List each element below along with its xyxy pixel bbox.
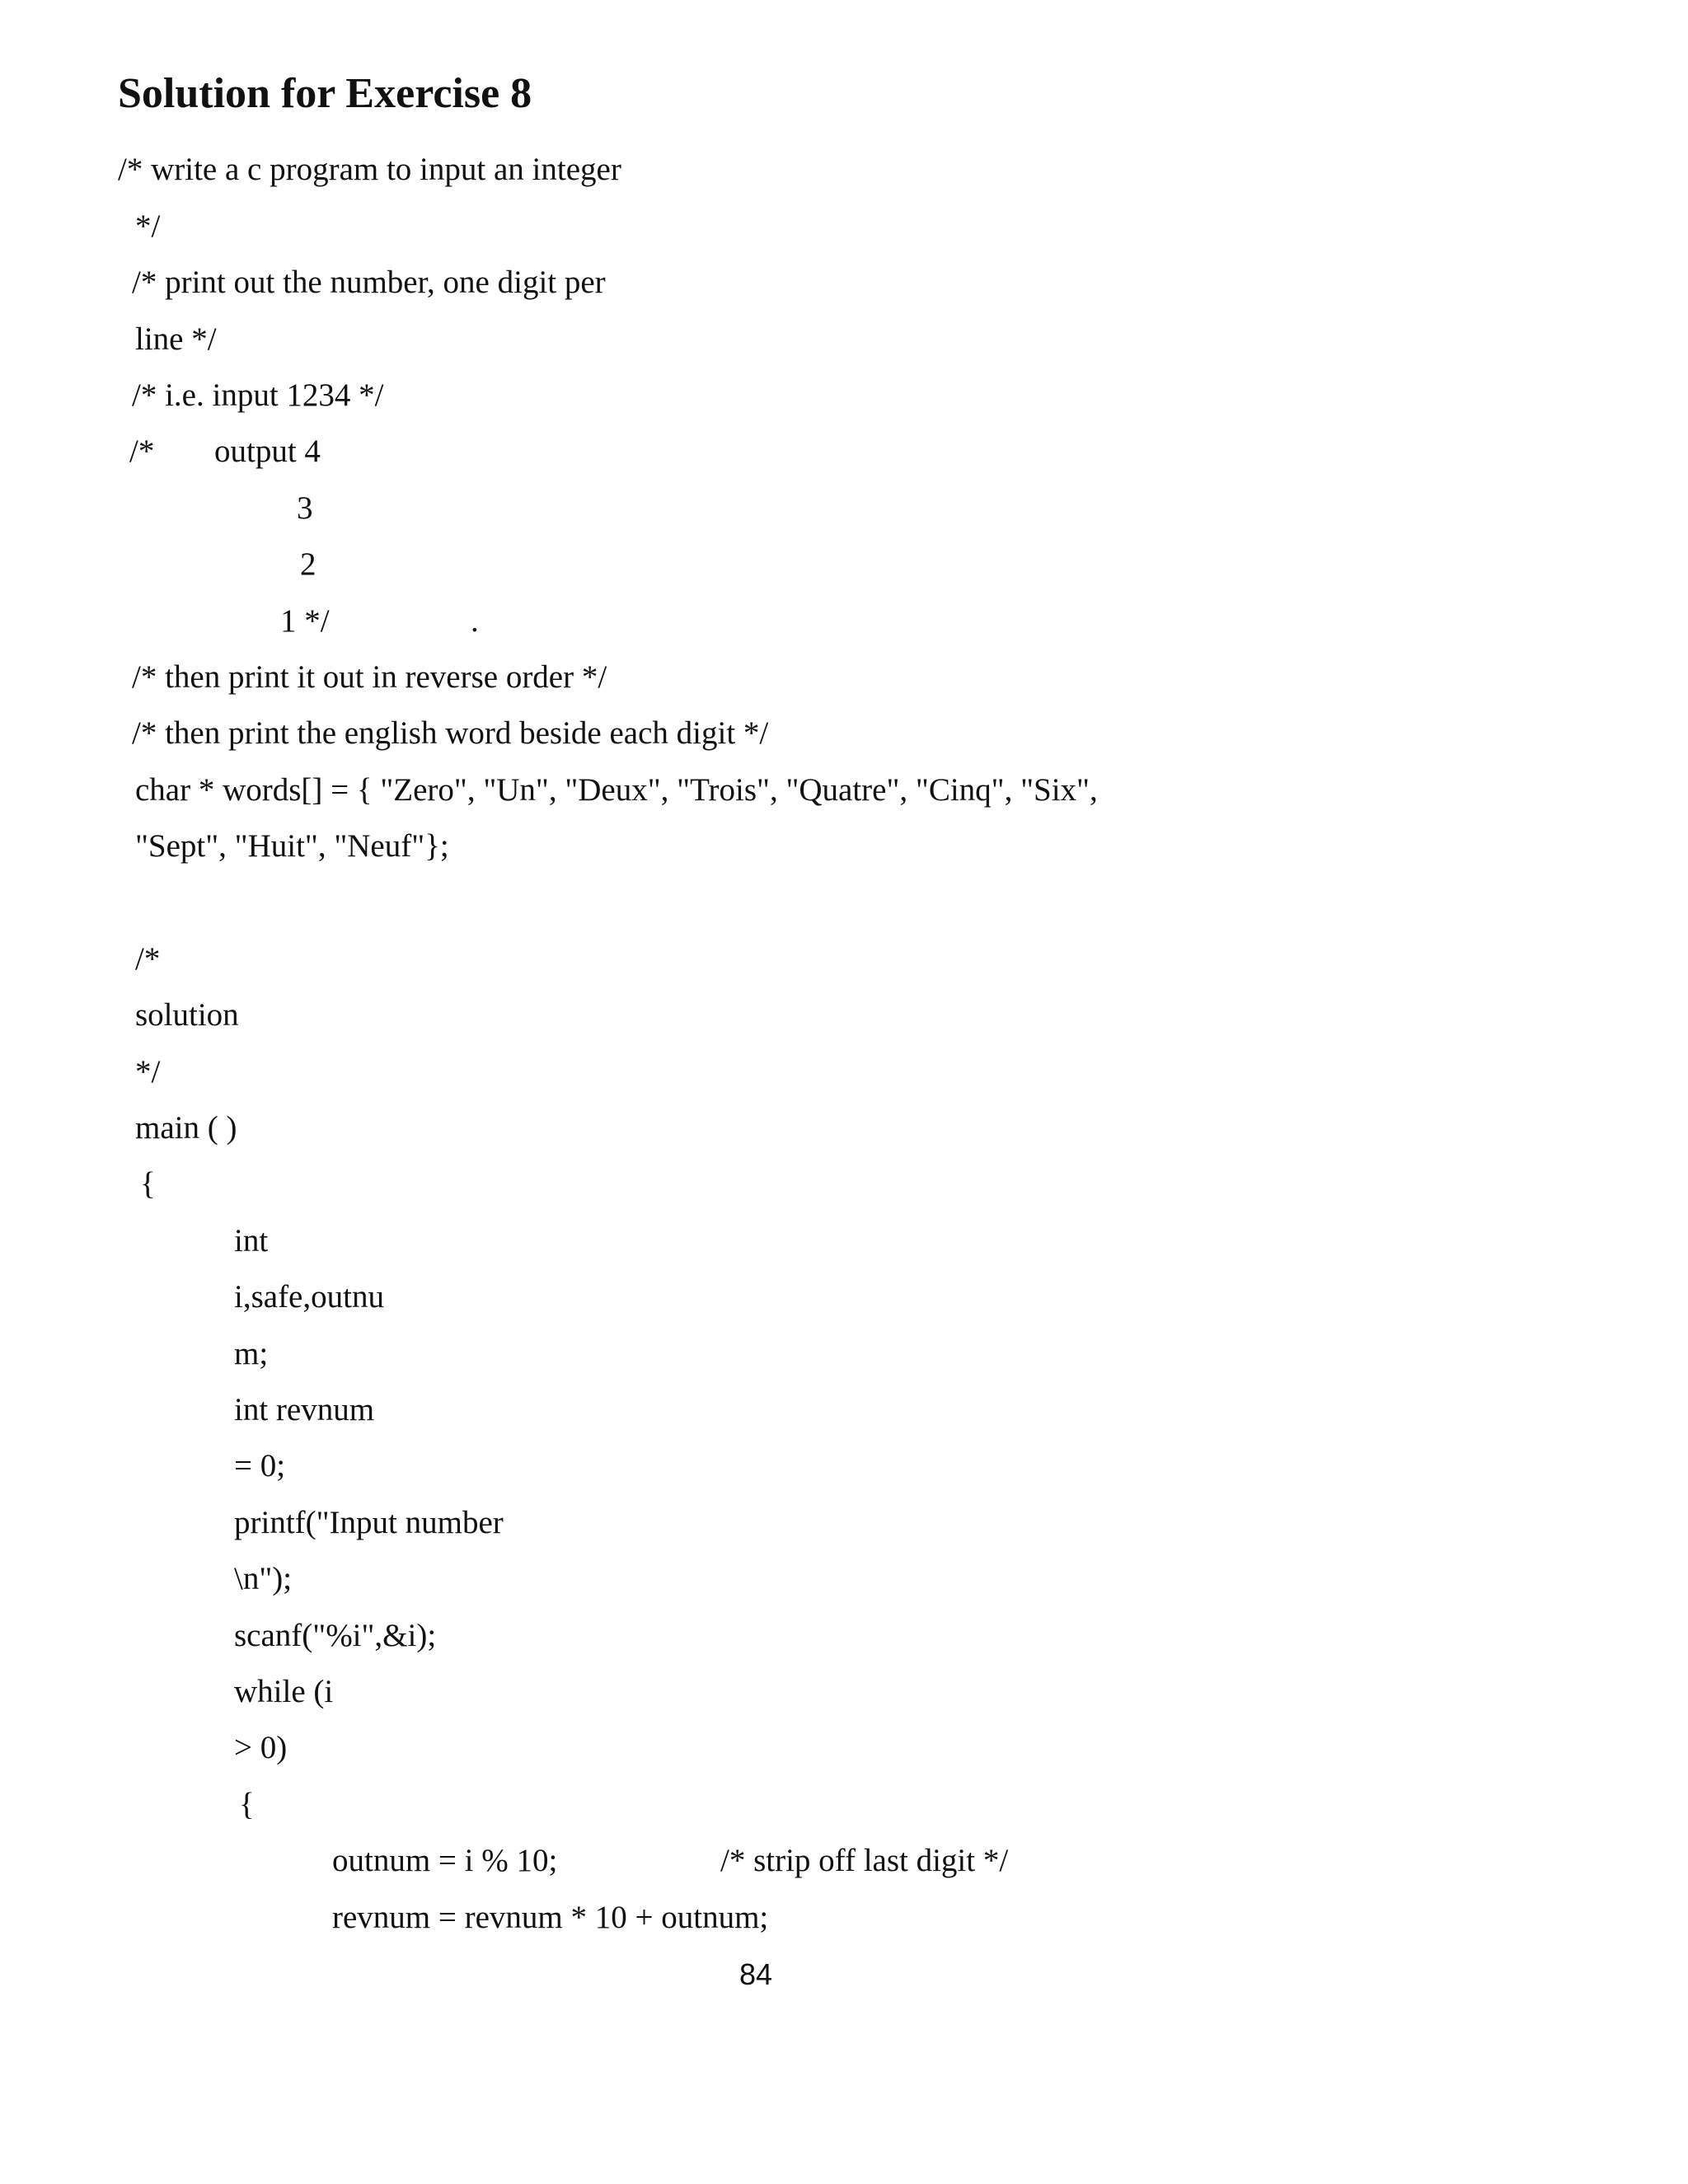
code-scanf: scanf("%i",&i); — [234, 1618, 437, 1653]
page-title: Solution for Exercise 8 — [118, 70, 532, 117]
code-while-brace: { — [239, 1787, 255, 1822]
comment-strip-digit: /* strip off last digit */ — [720, 1843, 1009, 1878]
comment-digit-3: 3 — [297, 490, 313, 526]
comment-line-reverse: /* then print it out in reverse order */ — [132, 659, 607, 695]
comment-line-3: /* print out the number, one digit per — [132, 265, 606, 300]
comment-solution-close: */ — [135, 1054, 161, 1090]
stray-dot: . — [471, 603, 479, 639]
comment-line-1: /* write a c program to input an integer — [118, 152, 621, 187]
code-brace-open: { — [140, 1166, 156, 1202]
comment-line-4: line */ — [135, 321, 217, 357]
code-printf-cont: \n"); — [234, 1561, 293, 1596]
code-int-decl: int — [234, 1223, 269, 1258]
page-number: 84 — [739, 1957, 773, 1991]
code-while: while (i — [234, 1674, 334, 1709]
code-revnum-init: = 0; — [234, 1448, 286, 1483]
comment-digit-1: 1 */ — [280, 603, 330, 639]
comment-output-label: output 4 — [214, 434, 321, 469]
code-words-array: char * words[] = { "Zero", "Un", "Deux", "Trois", "Quatre", "Cinq", "Six", — [135, 772, 1098, 808]
comment-digit-2: 2 — [300, 546, 316, 582]
comment-open: /* — [129, 434, 155, 469]
comment-solution-text: solution — [135, 997, 239, 1033]
comment-line-5: /* i.e. input 1234 */ — [132, 377, 384, 413]
comment-line-english: /* then print the english word beside each digit */ — [132, 715, 769, 751]
comment-solution-open: /* — [135, 941, 161, 977]
code-int-vars-cont: m; — [234, 1336, 269, 1371]
code-words-array-cont: "Sept", "Huit", "Neuf"}; — [135, 828, 449, 864]
code-revnum-decl: int revnum — [234, 1392, 375, 1427]
code-while-cond: > 0) — [234, 1730, 288, 1765]
code-outnum: outnum = i % 10; — [332, 1843, 558, 1878]
comment-line-2: */ — [135, 209, 161, 244]
code-main: main ( ) — [135, 1110, 237, 1146]
code-int-vars: i,safe,outnu — [234, 1279, 384, 1315]
code-revnum-update: revnum = revnum * 10 + outnum; — [332, 1900, 769, 1935]
code-printf: printf("Input number — [234, 1505, 504, 1540]
